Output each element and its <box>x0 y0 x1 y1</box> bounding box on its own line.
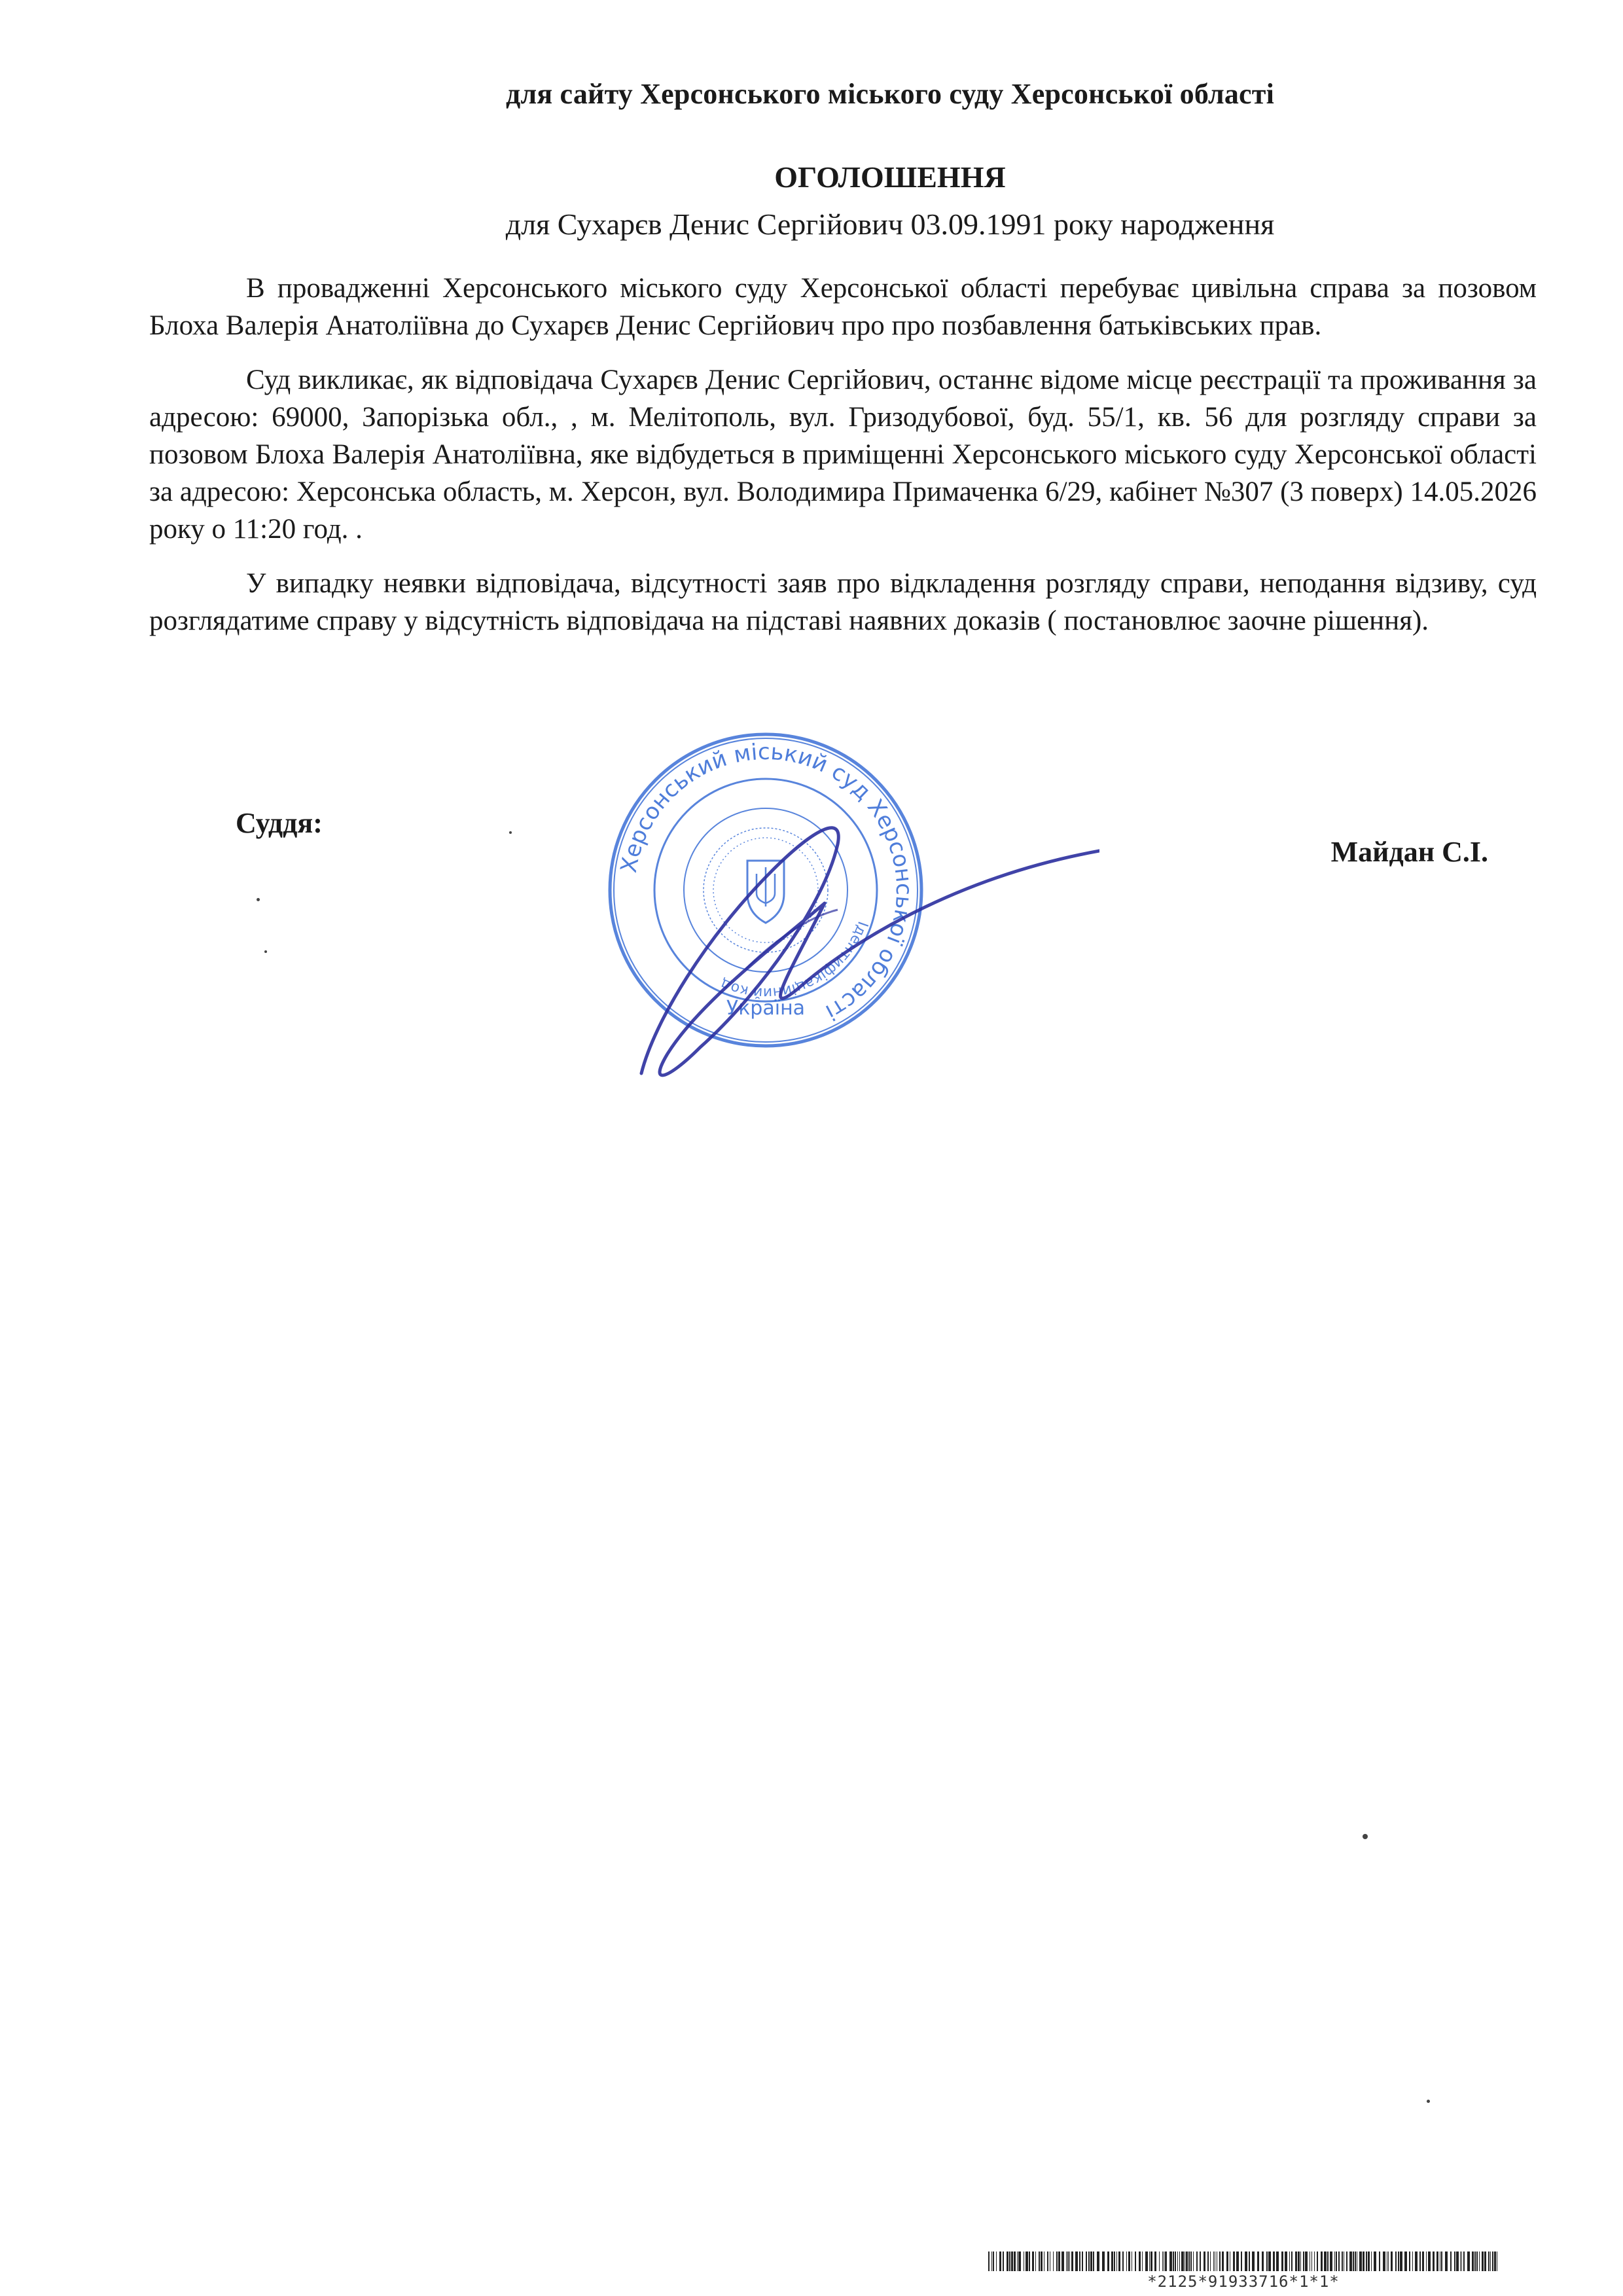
paragraph-consequences: У випадку неявки відповідача, відсутності заяв про відкладення розгляду справи, неподання відзиву, суд розглядатиме справу у відсутність відповідача на підставі наявних доказів ( постановлює заочне рішення). <box>149 568 1537 636</box>
speck <box>1363 1834 1368 1839</box>
stamp-inner-text: Ідентифікаційний код <box>718 919 871 1001</box>
speck <box>257 898 260 901</box>
handwritten-signature-icon <box>628 772 1099 1100</box>
announcement-subtitle: для Сухарєв Денис Сергійович 03.09.1991 року народження <box>505 207 1275 241</box>
announcement-body <box>149 270 1537 656</box>
document-barcode <box>988 2251 1499 2291</box>
speck <box>509 831 512 834</box>
speck <box>1427 2100 1430 2103</box>
judge-label: Суддя: <box>236 807 323 839</box>
announcement-title: ОГОЛОШЕННЯ <box>774 160 1006 194</box>
stamp-country: Україна <box>726 997 806 1020</box>
stamp-outer-text: Херсонський міський суд Херсонської області <box>615 738 918 1026</box>
paragraph-proceeding: В провадженні Херсонського міського суду Херсонської області перебуває цивільна справа за позовом Блоха Валерія Анатоліївна до Сухарєв Денис Сергійович про про позбавлення батьківських прав. <box>149 273 1537 341</box>
barcode-icon <box>988 2251 1499 2271</box>
paragraph-summons: Суд викликає, як відповідача Сухарєв Денис Сергійович, останнє відоме місце реєстрації та проживання за адресою: 69000, Запорізька обл., , м. Мелітополь, вул. Гризодубової, буд. 55/1, кв. 56 для розгляду справи за позовом Блоха Валерія Анатоліївна, яке відбудеться в приміщенні Херсонського міського суду Херсонської області за адресою: Херсонська область, м. Херсон, вул. Володимира Примаченка 6/29, кабінет №307 (3 поверх) 14.05.2026 року о 11:20 год. . <box>149 365 1537 545</box>
judge-name: Майдан С.І. <box>1330 836 1488 868</box>
barcode-text: *2125*91933716*1*1* <box>1147 2272 1340 2291</box>
site-header-line: для сайту Херсонського міського суду Херсонської області <box>506 78 1274 110</box>
speck <box>264 950 267 953</box>
